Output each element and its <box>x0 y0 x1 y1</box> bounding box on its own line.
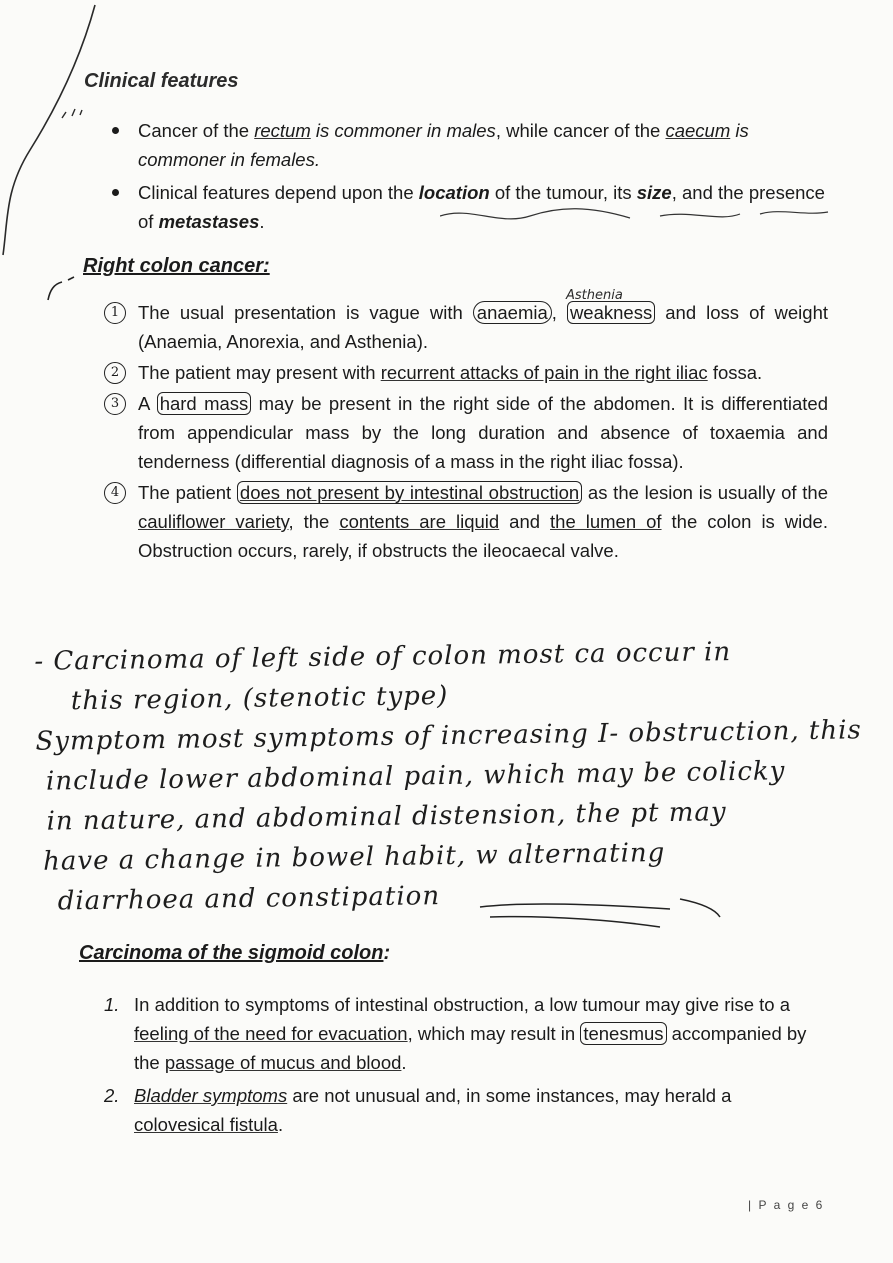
margin-tick-mark <box>40 272 80 302</box>
bullet-dot <box>112 189 119 196</box>
handwritten-line: have a change in bowel habit, w alternating <box>42 838 666 877</box>
page-footer: | P a g e 6 <box>748 1198 825 1212</box>
obstruction-boxed: does not present by intestinal obstruction <box>237 481 582 504</box>
sigmoid-heading: Carcinoma of the sigmoid colon: <box>79 942 391 964</box>
list-number: 2. <box>104 1085 120 1106</box>
handwritten-line: - Carcinoma of left side of colon most ca occur in <box>34 637 732 677</box>
handwritten-line: in nature, and abdominal distension, the pt may <box>46 797 727 837</box>
list-item: 1. In addition to symptoms of intestinal obstruction, a low tumour may give rise to a feeling of the need for evacuation, which may result in tenesmus accompanied by the passage of mucus and blood. <box>104 990 824 1077</box>
list-item: Clinical features depend upon the location of the tumour, its size, and the presence of metastases. <box>110 178 830 236</box>
handwritten-line: Symptom most symptoms of increasing I- obstruction, this <box>35 715 862 757</box>
sigmoid-list <box>104 990 824 1143</box>
hard-mass-boxed: hard mass <box>157 392 252 415</box>
circled-number: 1 <box>104 302 126 324</box>
weakness-boxed: weakness <box>567 301 655 324</box>
handwritten-notes <box>34 630 868 922</box>
right-colon-heading: Right colon cancer: <box>83 255 270 277</box>
handwritten-line: this region, (stenotic type) <box>70 681 449 717</box>
wavy-underline <box>440 206 830 226</box>
list-item: 2. Bladder symptoms are not unusual and, in some instances, may herald a colovesical fistula. <box>104 1081 824 1139</box>
list-item: 3 A hard mass may be present in the right side of the abdomen. It is differentiated from appendicular mass by the long duration and absence of toxaemia and tenderness (differential diagnosis of a mass in the right iliac fossa). <box>104 389 828 476</box>
clinical-features-heading: Clinical features <box>84 70 239 92</box>
list-item: 2 The patient may present with recurrent attacks of pain in the right iliac fossa. <box>104 358 828 387</box>
list-item: 4 The patient does not present by intestinal obstruction as the lesion is usually of the cauliflower variety, the contents are liquid and the lumen of the colon is wide. Obstruction occurs, rarely, if obstructs the ileocaecal valve. <box>104 478 828 565</box>
circled-number: 4 <box>104 482 126 504</box>
right-colon-list <box>104 298 828 567</box>
anaemia-circled: anaemia <box>473 301 552 324</box>
handwritten-line: diarrhoea and constipation <box>57 881 441 917</box>
margin-pen-stroke <box>0 0 120 260</box>
asthenia-annotation: Asthenia <box>566 288 623 303</box>
tenesmus-boxed: tenesmus <box>580 1022 666 1045</box>
circled-number: 2 <box>104 362 126 384</box>
bullet-dot <box>112 127 119 134</box>
handwritten-line: include lower abdominal pain, which may be colicky <box>45 756 786 797</box>
list-number: 1. <box>104 994 120 1015</box>
list-item: 1 The usual presentation is vague with anaemia , weakness and loss of weight (Anaemia, Anorexia, and Asthenia). <box>104 298 828 356</box>
circled-number: 3 <box>104 393 126 415</box>
handwritten-underline <box>470 895 730 935</box>
list-item: Cancer of the rectum is commoner in males, while cancer of the caecum is commoner in females. <box>110 116 830 174</box>
